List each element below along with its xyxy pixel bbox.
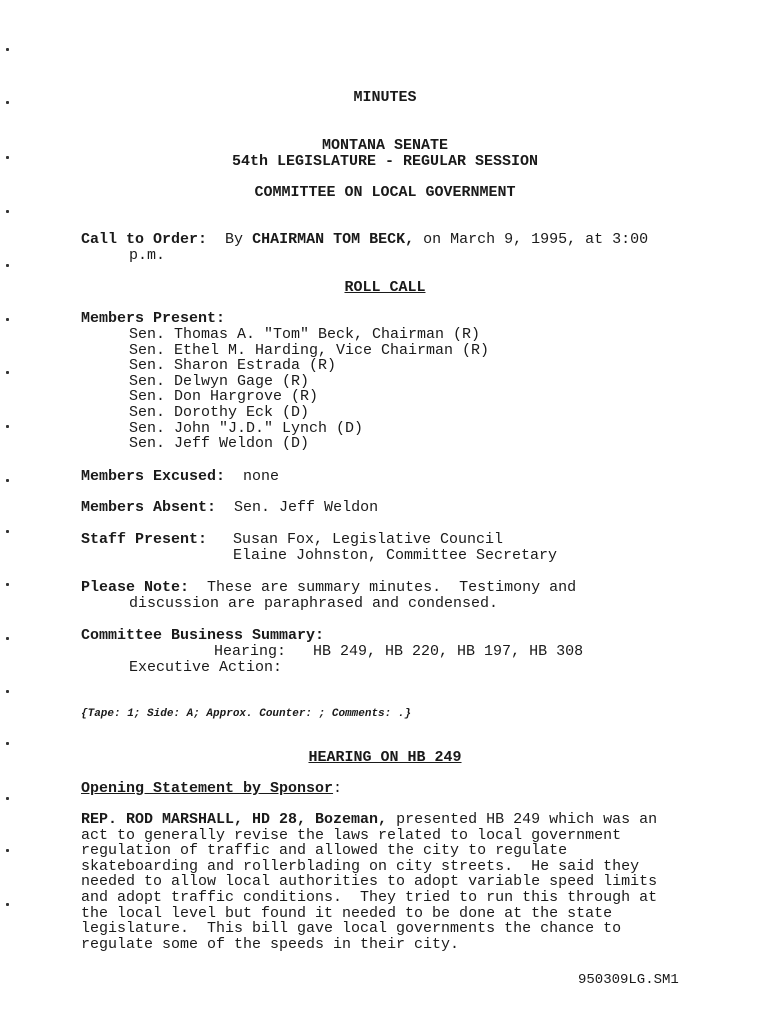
margin-dot [6,903,9,906]
staff-item: Elaine Johnston, Committee Secretary [233,546,558,564]
call-to-order-when: on March 9, 1995, at 3:00 [423,231,649,248]
margin-dot [6,742,9,745]
member-item: Sen. Don Hargrove (R) [129,388,319,406]
members-absent [81,500,378,516]
sponsor-name: REP. ROD MARSHALL, HD 28, Bozeman, [81,811,388,828]
margin-dot [6,371,9,374]
testimony-line: act to generally revise the laws related to local government [81,826,622,844]
hearing-summary [214,644,583,660]
member-item: Sen. Thomas A. "Tom" Beck, Chairman (R) [129,326,481,343]
margin-dot [6,210,9,213]
senate-heading: MONTANA SENATE [321,137,449,154]
members-excused-label: Members Excused: [81,468,226,485]
margin-dot [6,583,9,586]
document-id: 950309LG.SM1 [578,972,679,988]
committee-heading: COMMITTEE ON LOCAL GOVERNMENT [254,184,516,201]
minutes-heading: MINUTES [353,89,417,106]
margin-dot [6,637,9,640]
staff-item: Susan Fox, Legislative Council [233,531,504,548]
margin-dot [6,849,9,852]
call-to-order [81,232,648,248]
testimony-line: the local level but found it needed to be done at the state [81,904,613,922]
member-item: Sen. Dorothy Eck (D) [129,403,310,421]
call-to-order-label: Call to Order: [81,231,208,248]
margin-dot [6,48,9,51]
opening-statement-label: Opening Statement by Sponsor [81,780,334,797]
testimony-line: needed to allow local authorities to adopt variable speed limits [81,873,658,891]
testimony-line: legislature. This bill gave local governments the chance to [81,920,622,938]
member-item: Sen. Sharon Estrada (R) [129,357,337,375]
executive-action-label: Executive Action: [129,659,283,676]
business-summary-label: Committee Business Summary: [81,627,325,644]
hearing-summary-label: Hearing: [214,643,287,660]
call-to-order-by: By [225,231,244,248]
member-item: Sen. John "J.D." Lynch (D) [129,419,364,437]
please-note-label: Please Note: [81,579,190,596]
testimony-line: and adopt traffic conditions. They tried to run this through at [81,888,658,906]
staff-present-label: Staff Present: [81,531,208,548]
tape-note: {Tape: 1; Side: A; Approx. Counter: ; Comments: .} [81,708,412,720]
margin-dot [6,479,9,482]
staff-list [233,532,557,563]
please-note [81,580,576,596]
margin-dot [6,690,9,693]
hearing-heading: HEARING ON HB 249 [308,749,462,766]
chairman-name: CHAIRMAN TOM BECK, [252,231,415,248]
members-absent-label: Members Absent: [81,499,217,516]
testimony-line-text: presented HB 249 which was an [396,811,658,828]
testimony-line: skateboarding and rollerblading on city streets. He said they [81,857,640,875]
call-to-order-pm: p.m. [129,247,166,264]
member-item: Sen. Delwyn Gage (R) [129,372,310,390]
margin-dot [6,797,9,800]
member-list [129,327,489,452]
testimony-line: regulation of traffic and allowed the city to regulate [81,842,568,860]
please-note-line1: These are summary minutes. Testimony and [207,579,577,596]
legislature-heading: 54th LEGISLATURE - REGULAR SESSION [231,153,539,170]
members-excused [81,469,279,485]
members-excused-value: none [243,468,280,485]
roll-call-heading: ROLL CALL [344,279,426,296]
margin-dot [6,425,9,428]
margin-dot [6,264,9,267]
opening-statement-colon: : [333,780,343,797]
please-note-line2: discussion are paraphrased and condensed. [129,595,499,612]
testimony-paragraph [81,812,657,952]
testimony-line: regulate some of the speeds in their city. [81,935,460,953]
member-item: Sen. Ethel M. Harding, Vice Chairman (R) [129,341,490,359]
margin-dot [6,318,9,321]
margin-dot [6,530,9,533]
members-present-label: Members Present: [81,310,226,327]
member-item: Sen. Jeff Weldon (D) [129,435,310,453]
members-absent-value: Sen. Jeff Weldon [234,499,379,516]
opening-statement [81,781,342,797]
testimony-line [81,812,657,828]
hearing-summary-value: HB 249, HB 220, HB 197, HB 308 [313,643,584,660]
